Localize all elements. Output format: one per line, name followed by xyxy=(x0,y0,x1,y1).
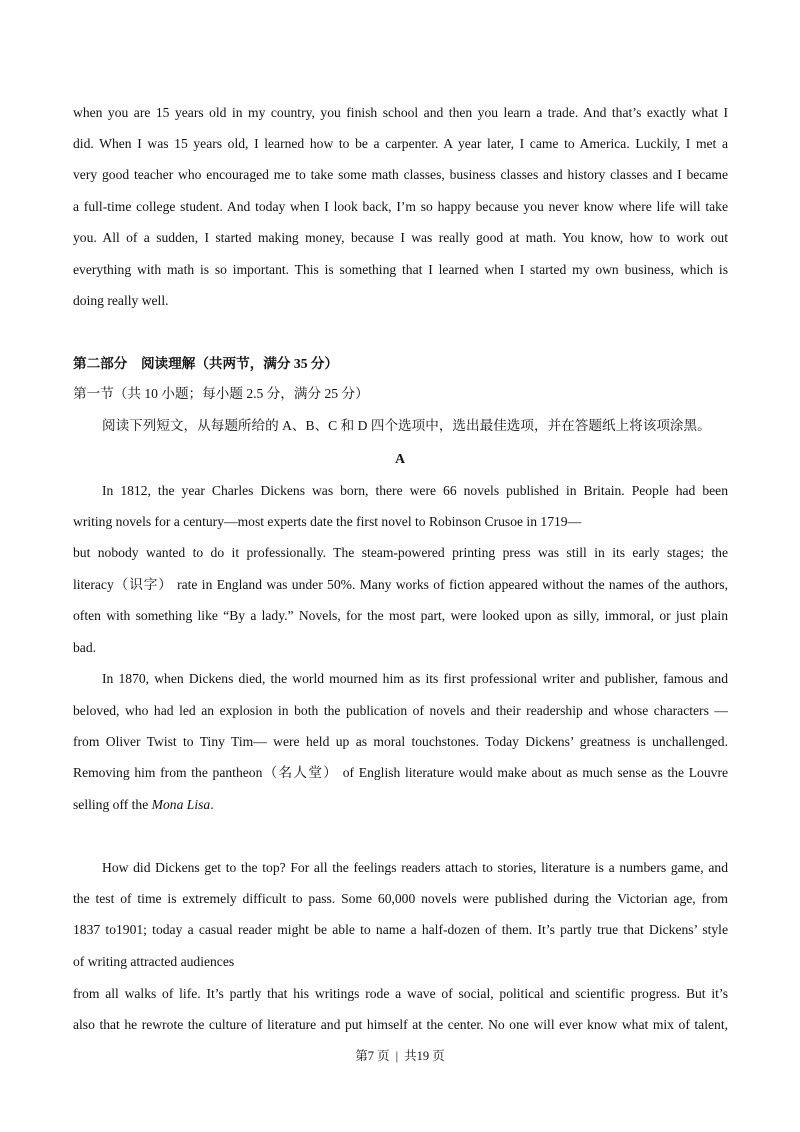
intro-line: very good teacher who encouraged me to take some math classes, business classes and history classes and I became xyxy=(73,167,728,182)
page-number: 第7 页 xyxy=(355,1049,390,1063)
intro-line: you. All of a sudden, I started making money, because I was really good at math. You know, how to work out xyxy=(73,230,728,245)
part-title: 第二部分 阅读理解（共两节，满分 35 分） xyxy=(73,356,339,371)
intro-line: when you are 15 years old in my country, you finish school and then you learn a trade. And that’s exactly what I xyxy=(73,105,728,120)
passage-line: How did Dickens get to the top? For all the feelings readers attach to stories, literature is a numbers game, and xyxy=(102,860,728,875)
intro-line: everything with math is so important. This is something that I learned when I started my own business, which is xyxy=(73,262,728,277)
intro-line: did. When I was 15 years old, I learned how to be a carpenter. A year later, I came to America. Luckily, I met a xyxy=(73,136,728,151)
passage-line: the test of time is extremely difficult to pass. Some 60,000 novels were published during the Victorian age, from xyxy=(73,891,728,906)
passage-line: of writing attracted audiences xyxy=(73,954,235,969)
intro-line: a full-time college student. And today when I look back, I’m so happy because you never know where life will take xyxy=(73,199,728,214)
passage-line: In 1870, when Dickens died, the world mourned him as its first professional writer and publisher, famous and xyxy=(102,671,728,686)
subsection-title: 第一节（共 10 小题；每小题 2.5 分，满分 25 分） xyxy=(73,386,369,401)
passage-text: . xyxy=(210,797,214,812)
intro-line: doing really well. xyxy=(73,293,169,308)
passage-line: also that he rewrote the culture of literature and put himself at the center. No one will ever know what mix of talent, xyxy=(73,1017,728,1032)
passage-line: In 1812, the year Charles Dickens was born, there were 66 novels published in Britain. People had been xyxy=(102,483,728,498)
passage-line: writing novels for a century—most experts date the first novel to Robinson Crusoe in 1719— xyxy=(73,514,582,529)
passage-text: selling off the xyxy=(73,797,152,812)
page-total: 共19 页 xyxy=(404,1049,445,1063)
passage-line: from Oliver Twist to Tiny Tim— were held up as moral touchstones. Today Dickens’ greatness is unchallenged. xyxy=(73,734,728,749)
passage-line xyxy=(73,796,728,814)
passage-line: but nobody wanted to do it professionally. The steam-powered printing press was still in its early stages; the xyxy=(73,545,728,560)
passage-line: 1837 to1901; today a casual reader might be able to name a half-dozen of them. It’s partly true that Dickens’ style xyxy=(73,922,728,937)
page-footer xyxy=(0,1046,800,1064)
passage-label: A xyxy=(395,451,405,466)
instruction-text: 阅读下列短文，从每题所给的 A、B、C 和 D 四个选项中，选出最佳选项，并在答题纸上将该项涂黑。 xyxy=(102,418,711,433)
passage-line: beloved, who had led an explosion in both the publication of novels and their readership and whose characters — xyxy=(73,703,728,718)
passage-line: from all walks of life. It’s partly that his writings rode a wave of social, political and scientific progress. But it’s xyxy=(73,986,728,1001)
passage-line: Removing him from the pantheon（名人堂） of English literature would make about as much sense as the Louvre xyxy=(73,765,728,780)
passage-line: bad. xyxy=(73,640,97,655)
footer-separator: | xyxy=(395,1049,399,1063)
artwork-title: Mona Lisa xyxy=(151,797,211,812)
passage-line: often with something like “By a lady.” Novels, for the most part, were looked upon as silly, immoral, or just plain xyxy=(73,608,728,623)
passage-line: literacy（识字） rate in England was under 50%. Many works of fiction appeared without the names of the authors, xyxy=(73,577,728,592)
